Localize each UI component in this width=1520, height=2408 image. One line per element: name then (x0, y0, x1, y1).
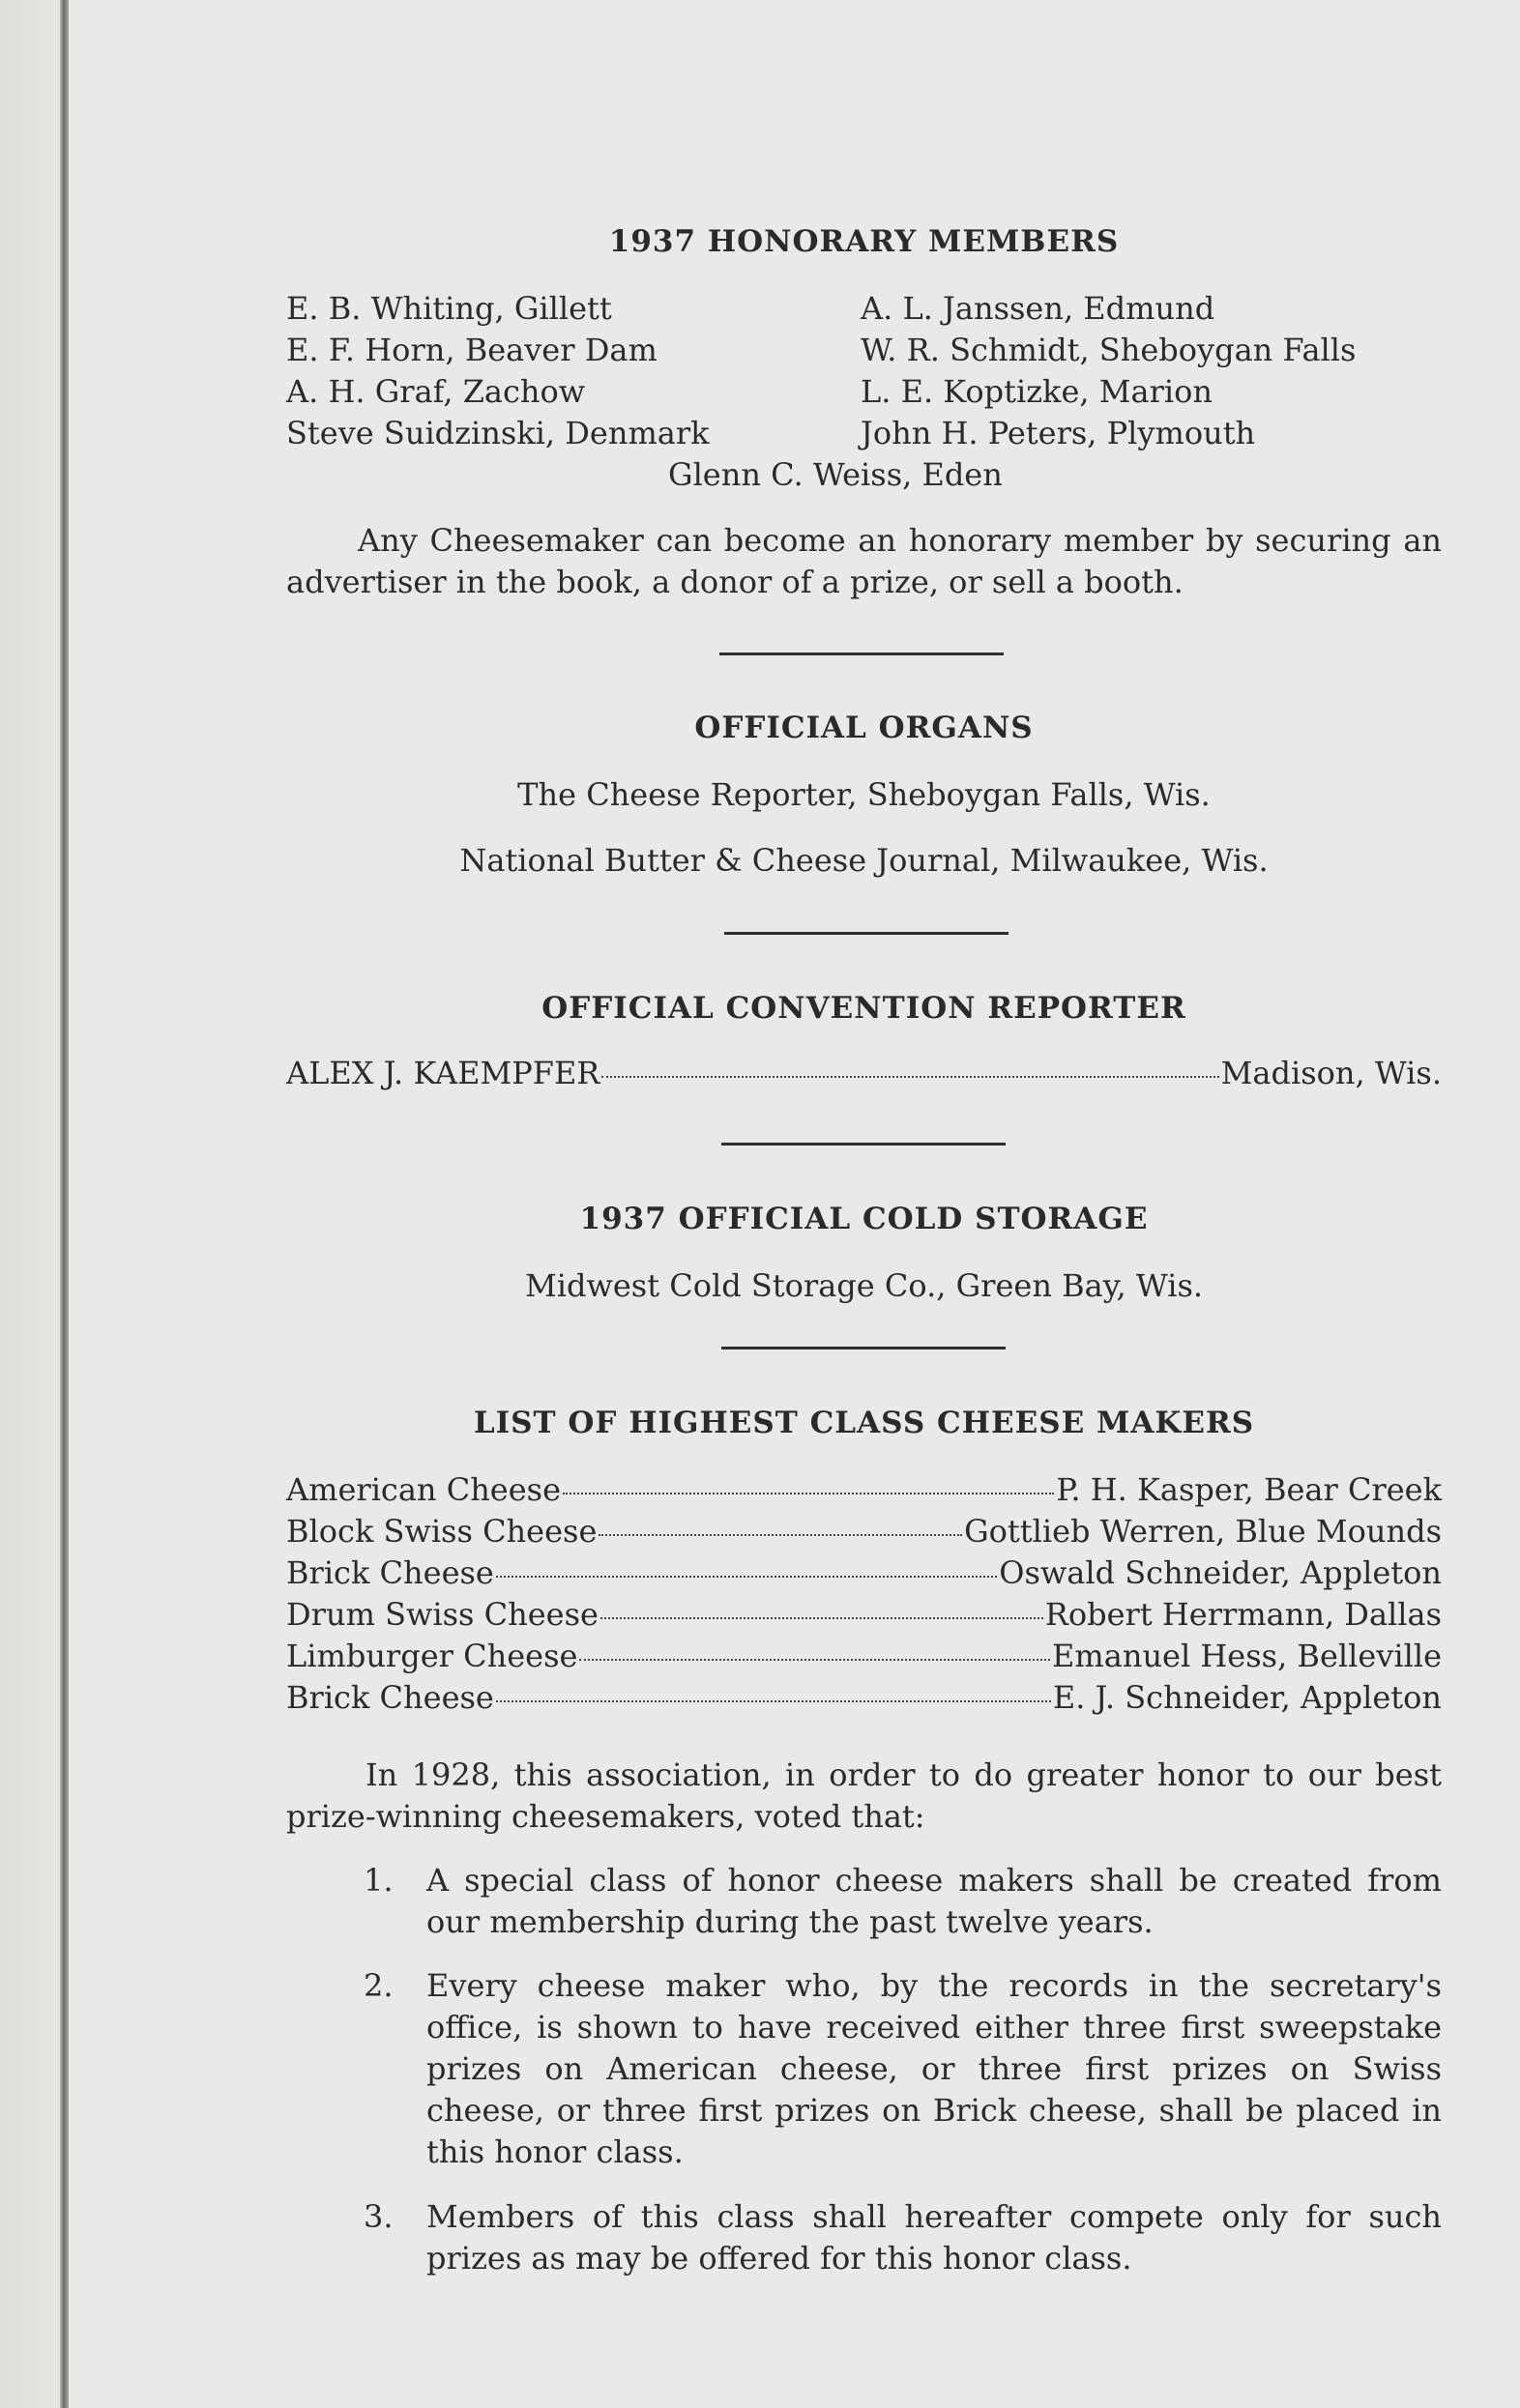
cheese-maker-row (286, 1679, 1442, 1716)
honorary-member: A. H. Graf, Zachow (286, 373, 586, 410)
official-organ: National Butter & Cheese Journal, Milwaukee, Wis. (459, 842, 1269, 879)
convention-reporter-row (286, 1055, 1442, 1091)
cheese-maker: Emanuel Hess, Belleville (1052, 1638, 1442, 1674)
dot-leader (599, 1534, 962, 1536)
cheese-maker-row (286, 1596, 1442, 1633)
section-divider (719, 653, 1004, 655)
item-number: 2. (364, 1967, 394, 2004)
cheese-type: Brick Cheese (286, 1554, 494, 1591)
cheese-type: Brick Cheese (286, 1679, 494, 1716)
cheese-type: American Cheese (286, 1471, 562, 1508)
resolution-item (364, 1860, 1442, 1943)
cheese-maker: E. J. Schneider, Appleton (1052, 1679, 1442, 1716)
reporter-name: ALEX J. KAEMPFER (286, 1055, 600, 1091)
cold-storage-heading: 1937 OFFICIAL COLD STORAGE (579, 1202, 1149, 1236)
honorary-member: L. E. Koptizke, Marion (861, 373, 1213, 410)
cheese-maker-row (286, 1554, 1442, 1591)
item-number: 1. (364, 1862, 394, 1899)
resolution-item (364, 1965, 1442, 2173)
cheese-maker: Gottlieb Werren, Blue Mounds (964, 1513, 1442, 1550)
page-margin (0, 0, 60, 2408)
official-organ: The Cheese Reporter, Sheboygan Falls, Wis. (517, 776, 1211, 813)
dot-leader (601, 1076, 1218, 1078)
cheese-maker: P. H. Kasper, Bear Creek (1056, 1471, 1442, 1508)
cheese-maker-row (286, 1513, 1442, 1550)
cheese-maker: Robert Herrmann, Dallas (1044, 1596, 1442, 1633)
official-organs-heading: OFFICIAL ORGANS (694, 711, 1034, 745)
cheese-type: Limburger Cheese (286, 1638, 578, 1674)
honorary-members-heading: 1937 HONORARY MEMBERS (608, 224, 1120, 259)
section-divider (724, 932, 1008, 935)
honorary-member: Glenn C. Weiss, Eden (668, 456, 1003, 493)
dot-leader (563, 1493, 1054, 1494)
honorary-member: Steve Suidzinski, Denmark (286, 415, 710, 451)
honorary-member: A. L. Janssen, Edmund (861, 290, 1215, 327)
cheese-makers-heading: LIST OF HIGHEST CLASS CHEESE MAKERS (473, 1406, 1255, 1440)
cheese-type: Block Swiss Cheese (286, 1513, 598, 1550)
section-divider (721, 1143, 1006, 1146)
honorary-member: John H. Peters, Plymouth (861, 415, 1256, 451)
honorary-member: E. F. Horn, Beaver Dam (286, 332, 658, 368)
resolution-item (364, 2196, 1442, 2279)
convention-reporter-heading: OFFICIAL CONVENTION REPORTER (541, 991, 1186, 1026)
dot-leader (496, 1576, 997, 1578)
item-number: 3. (364, 2198, 394, 2235)
binding-edge (60, 0, 69, 2408)
resolution-intro: In 1928, this association, in order to do greater honor to our best prize-winning cheesemakers, voted that: (286, 1756, 1442, 1835)
cheese-type: Drum Swiss Cheese (286, 1596, 599, 1633)
cold-storage-line: Midwest Cold Storage Co., Green Bay, Wis. (524, 1267, 1204, 1304)
item-text: Members of this class shall hereafter compete only for such prizes as may be offered for this honor class. (426, 2198, 1442, 2277)
dot-leader (579, 1659, 1050, 1661)
section-divider (721, 1347, 1006, 1349)
cheese-maker: Oswald Schneider, Appleton (999, 1554, 1442, 1591)
dot-leader (496, 1700, 1051, 1702)
honorary-note: Any Cheesemaker can become an honorary member by securing an advertiser in the book, a donor of a prize, or sell a booth. (286, 522, 1442, 600)
document-page (286, 0, 1442, 2408)
honorary-member: W. R. Schmidt, Sheboygan Falls (861, 332, 1357, 368)
item-text: A special class of honor cheese makers shall be created from our membership during the past twelve years. (426, 1862, 1442, 1940)
cheese-maker-row (286, 1638, 1442, 1674)
item-text: Every cheese maker who, by the records in the secretary's office, is shown to have received either three first sweepstake prizes on American cheese, or three first prizes on Swiss cheese, or three first prizes on Brick cheese, shall be placed in this honor class. (426, 1967, 1442, 2170)
reporter-place: Madison, Wis. (1220, 1055, 1442, 1091)
cheese-maker-row (286, 1471, 1442, 1508)
dot-leader (600, 1617, 1043, 1619)
honorary-member: E. B. Whiting, Gillett (286, 290, 612, 327)
